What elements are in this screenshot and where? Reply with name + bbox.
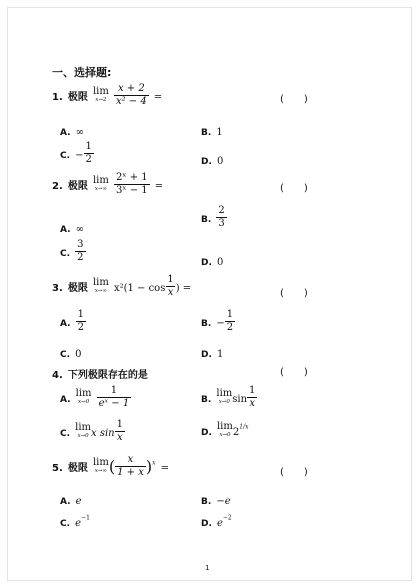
limit-operator: lim x→∞ xyxy=(92,457,109,475)
option-a: A. ∞ xyxy=(60,224,84,235)
question-1 xyxy=(52,84,162,107)
option-d: D. $e^{-2}$ xyxy=(201,514,232,529)
limit-operator: lim x→∞ xyxy=(92,277,109,295)
option-a: A. lim x→0 $\frac{1}{\text{eˣ − 1}}$ xyxy=(60,385,130,409)
option-c: C. lim x→0 x sin $\frac{1}{x}$ xyxy=(60,419,123,443)
option-c: C. $\frac{3}{2}$ xyxy=(60,239,84,263)
answer-blank: ( ) xyxy=(280,367,308,378)
option-c: C. 0 xyxy=(60,349,82,360)
question-text: 极限 xyxy=(67,92,88,103)
option-a: A. ∞ xyxy=(60,127,84,138)
question-3: 3. 极限 lim x→∞ x²(1 − cos $\frac{1}{x}$ ) = xyxy=(52,274,192,298)
answer-blank: ( ) xyxy=(280,288,308,299)
option-d: D. 1 xyxy=(201,349,224,360)
fraction: $\frac{x + 2}{\text{x² − 4}}$ xyxy=(115,83,147,107)
limit-operator: lim x→∞ xyxy=(92,175,109,193)
fraction: $\frac{\text{2ˣ + 1}}{\text{3ˣ − 1}}$ xyxy=(115,172,148,196)
section-title: 一、选择题: xyxy=(52,66,112,79)
limit-operator: lim x→2 xyxy=(92,86,109,104)
answer-blank: ( ) xyxy=(280,467,308,478)
option-a: A. e xyxy=(60,496,82,507)
option-d: D. 0 xyxy=(201,257,224,268)
answer-blank: ( ) xyxy=(280,183,308,194)
option-d: D. lim x→0 $2^{1/x}$ xyxy=(201,421,249,439)
option-b: B. −e xyxy=(201,496,231,507)
option-b: B. 1 xyxy=(201,127,223,138)
option-b: B. − $\frac{1}{2}$ xyxy=(201,309,234,333)
option-b: B. lim x→0 sin $\frac{1}{x}$ xyxy=(201,385,256,409)
question-number: 1. xyxy=(52,92,63,103)
option-c: C. $e^{-1}$ xyxy=(60,514,90,529)
answer-blank: ( ) xyxy=(280,94,308,105)
document-page xyxy=(7,7,412,581)
question-2: 2. 极限 lim x→∞ $\frac{\text{2ˣ + 1}}{\text{3ˣ − 1}}$ = xyxy=(52,172,164,196)
option-a: A. $\frac{1}{2}$ xyxy=(60,309,85,333)
option-c: C. − $\frac{1}{2}$ xyxy=(60,141,92,165)
page-number: 1 xyxy=(205,564,210,572)
equals-sign: = xyxy=(153,92,163,103)
question-4: 4. 下列极限存在的是 xyxy=(52,370,148,381)
option-b: B. $\frac{2}{3}$ xyxy=(201,205,225,229)
question-5: 5. 极限 lim x→∞ ( $\frac{x}{1 + x}$ )$^x$ = xyxy=(52,454,169,478)
option-d: D. 0 xyxy=(201,156,224,167)
